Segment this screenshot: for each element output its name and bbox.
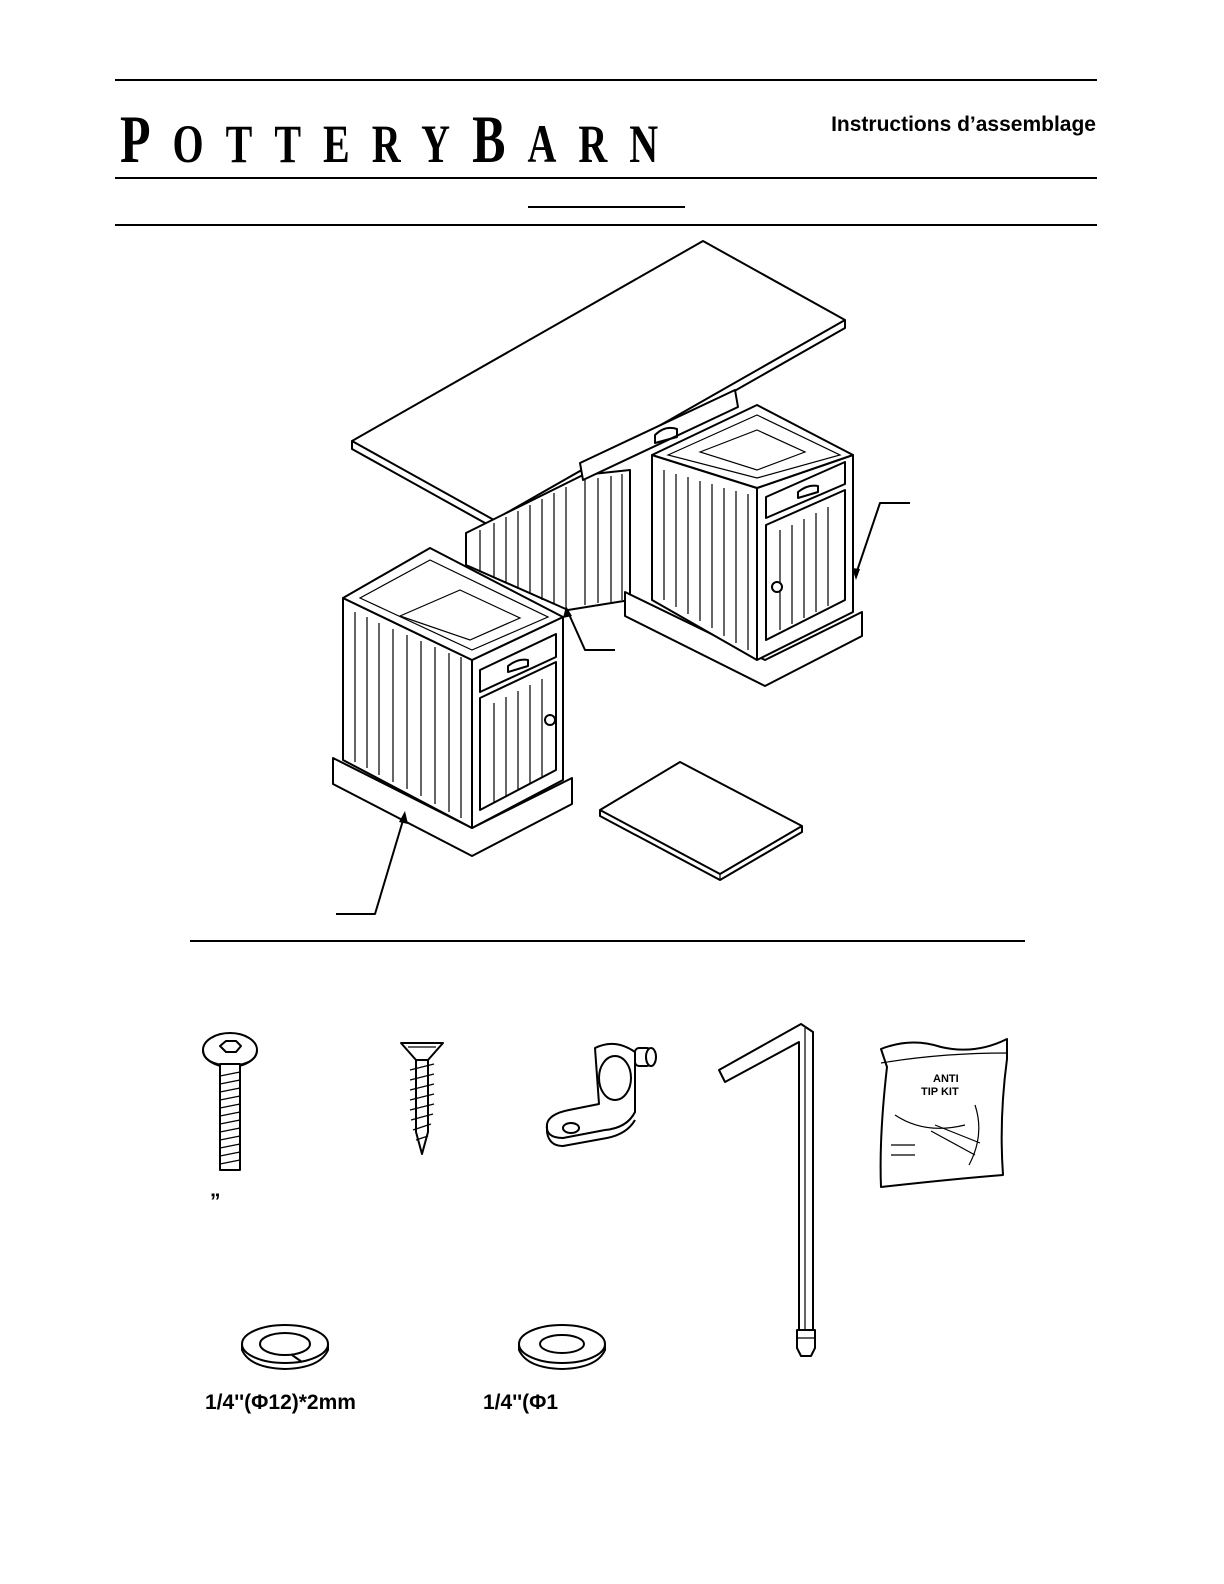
document-title: Instructions d’assemblage [831,113,1096,136]
bolt-icon [200,1028,260,1173]
svg-text:TIP KIT: TIP KIT [921,1086,959,1098]
shelf-support-icon [545,1038,670,1148]
split-lock-washer-label: 1/4''(Φ12)*2mm [205,1391,356,1414]
anti-tip-kit-icon [875,1035,1015,1190]
brand-logo: POTTERYBARN [120,101,681,177]
right-cabinet [625,405,862,686]
flat-washer-label: 1/4''(Φ1 [483,1391,559,1414]
flat-washer-icon [517,1322,607,1372]
split-lock-washer-icon [240,1322,330,1372]
wood-screw-icon [398,1040,448,1158]
svg-text:ANTI: ANTI [933,1073,959,1085]
bolt-label: ” [210,1190,221,1213]
allen-key-icon [715,1018,825,1363]
hardware-section-rule [190,940,1025,942]
